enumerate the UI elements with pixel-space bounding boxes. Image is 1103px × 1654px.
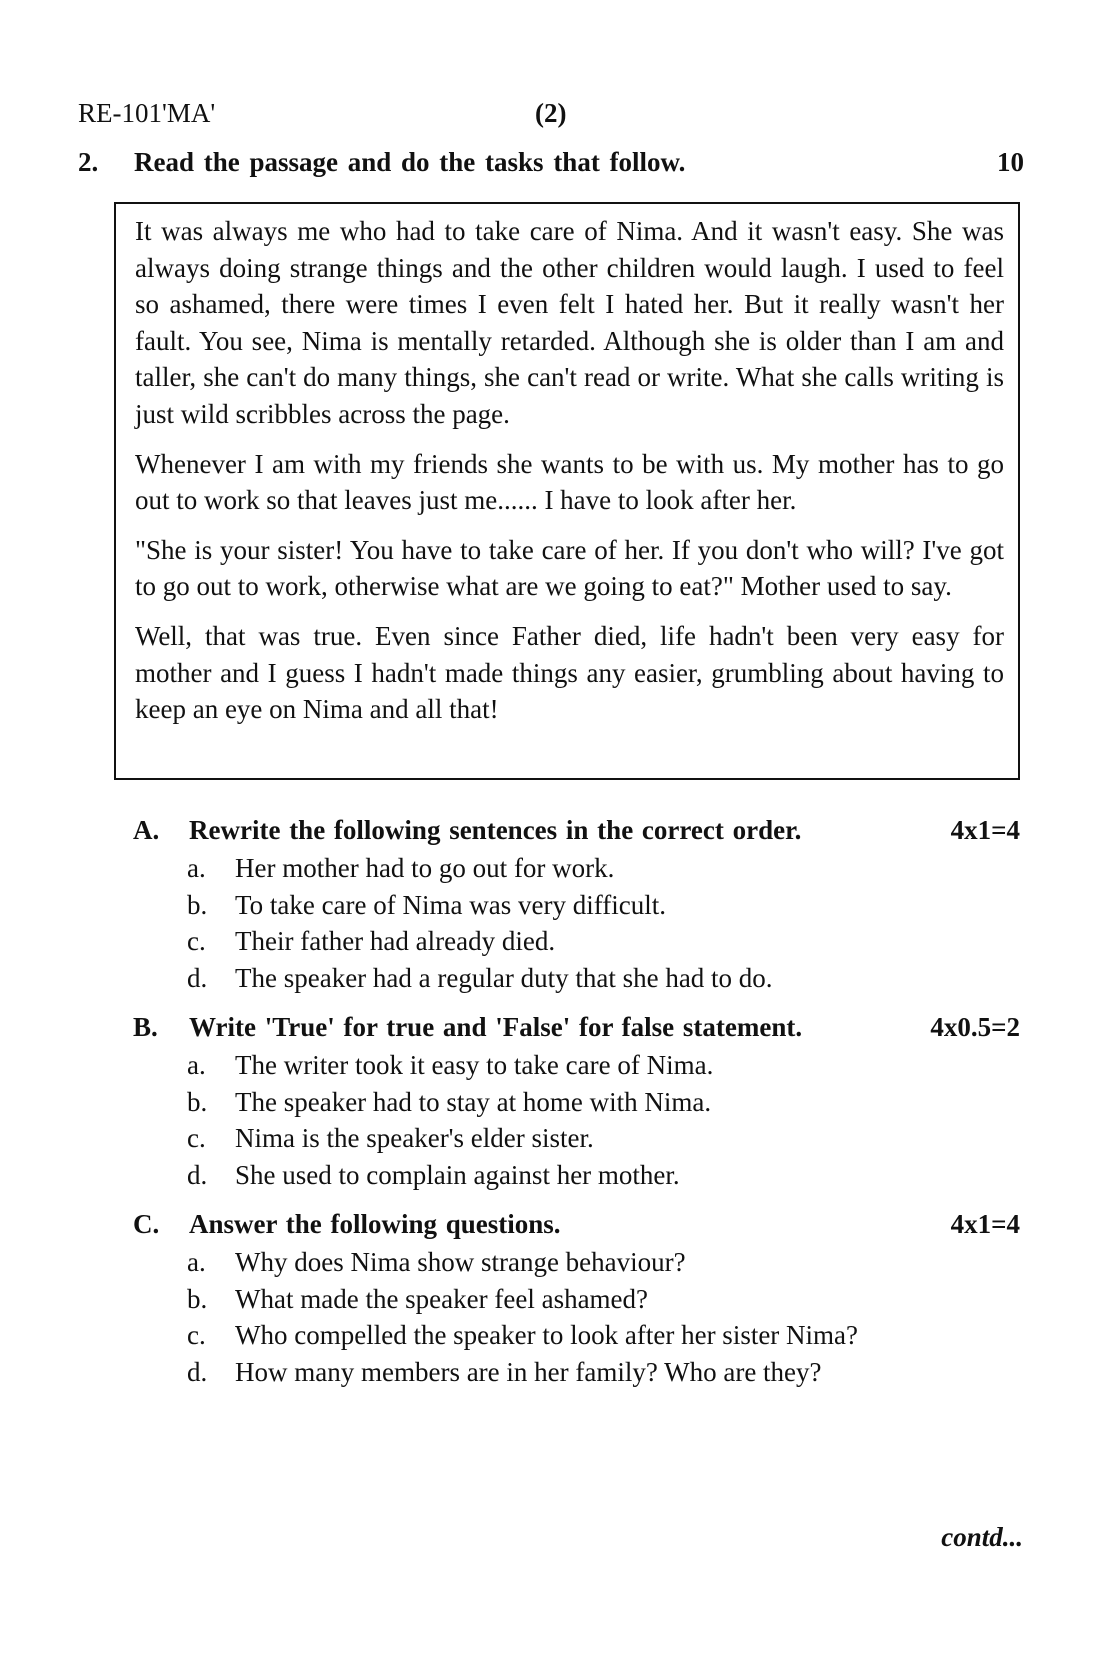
item-letter: d. bbox=[187, 1356, 208, 1387]
list-item bbox=[133, 1244, 1020, 1281]
section-a bbox=[133, 812, 1020, 996]
item-letter: d. bbox=[187, 962, 208, 993]
section-title: Rewrite the following sentences in the correct order. bbox=[189, 815, 802, 845]
item-text: She used to complain against her mother. bbox=[235, 1159, 680, 1190]
question-heading bbox=[78, 147, 1024, 183]
question-number: 2. bbox=[78, 147, 99, 177]
paper-code: RE-101'MA' bbox=[78, 98, 216, 128]
list-item bbox=[133, 1120, 1020, 1157]
passage-paragraph: Well, that was true. Even since Father died, life hadn't been very easy for mother and I guess I hadn't made things any easier, grumbling about having to keep an eye on Nima and all that! bbox=[135, 620, 1004, 725]
list-item bbox=[133, 850, 1020, 887]
section-heading bbox=[133, 1009, 1020, 1047]
list-item bbox=[133, 1157, 1020, 1194]
continued-label: contd... bbox=[941, 1522, 1023, 1552]
section-heading bbox=[133, 1206, 1020, 1244]
item-text: How many members are in her family? Who are they? bbox=[235, 1356, 822, 1387]
passage-paragraph: Whenever I am with my friends she wants to be with us. My mother has to go out to work so that leaves just me...... I have to look after her. bbox=[135, 448, 1004, 516]
item-letter: a. bbox=[187, 1050, 206, 1080]
item-text: Why does Nima show strange behaviour? bbox=[235, 1247, 686, 1277]
section-title: Write 'True' for true and 'False' for false statement. bbox=[189, 1012, 803, 1042]
question-marks: 10 bbox=[997, 147, 1024, 177]
item-text: What made the speaker feel ashamed? bbox=[235, 1283, 649, 1314]
section-c bbox=[133, 1206, 1020, 1390]
item-letter: a. bbox=[187, 853, 206, 883]
item-text: Their father had already died. bbox=[235, 926, 556, 957]
item-letter: b. bbox=[187, 889, 208, 920]
item-letter: c. bbox=[187, 926, 206, 957]
item-text: The writer took it easy to take care of Nima. bbox=[235, 1050, 714, 1080]
passage-paragraph: "She is your sister! You have to take care of her. If you don't who will? I've got to go out to work, otherwise what are we going to eat?" Mother used to say. bbox=[135, 534, 1004, 602]
item-letter: c. bbox=[187, 1123, 206, 1154]
section-marks: 4x1=4 bbox=[950, 815, 1020, 845]
section-letter: A. bbox=[133, 815, 160, 845]
section-b bbox=[133, 1009, 1020, 1193]
item-list bbox=[133, 1047, 1020, 1193]
item-letter: b. bbox=[187, 1283, 208, 1314]
section-letter: C. bbox=[133, 1209, 160, 1239]
item-letter: b. bbox=[187, 1086, 208, 1117]
item-text: Who compelled the speaker to look after her sister Nima? bbox=[235, 1320, 859, 1351]
item-letter: c. bbox=[187, 1320, 206, 1351]
list-item bbox=[133, 887, 1020, 924]
item-list bbox=[133, 1244, 1020, 1390]
section-title: Answer the following questions. bbox=[189, 1209, 561, 1239]
item-letter: a. bbox=[187, 1247, 206, 1277]
item-letter: d. bbox=[187, 1159, 208, 1190]
item-text: To take care of Nima was very difficult. bbox=[235, 889, 666, 920]
passage-box bbox=[114, 202, 1020, 780]
section-marks: 4x1=4 bbox=[950, 1209, 1020, 1239]
item-text: Nima is the speaker's elder sister. bbox=[235, 1123, 594, 1154]
list-item bbox=[133, 1084, 1020, 1121]
list-item bbox=[133, 1317, 1020, 1354]
list-item bbox=[133, 923, 1020, 960]
list-item bbox=[133, 1354, 1020, 1391]
list-item bbox=[133, 1281, 1020, 1318]
item-text: The speaker had to stay at home with Nima. bbox=[235, 1086, 712, 1117]
list-item bbox=[133, 1047, 1020, 1084]
section-letter: B. bbox=[133, 1012, 158, 1042]
item-text: Her mother had to go out for work. bbox=[235, 853, 615, 883]
section-marks: 4x0.5=2 bbox=[930, 1012, 1020, 1042]
page-number: (2) bbox=[535, 98, 567, 128]
section-heading bbox=[133, 812, 1020, 850]
passage-paragraph: It was always me who had to take care of Nima. And it wasn't easy. She was always doing strange things and the other children would laugh. I used to feel so ashamed, there were times I even felt I hated her. But it really wasn't her fault. You see, Nima is mentally retarded. Although she is older than I am and taller, she can't do many things, she can't read or write. What she calls writing is just wild scribbles across the page. bbox=[135, 216, 1004, 429]
list-item bbox=[133, 960, 1020, 997]
item-list bbox=[133, 850, 1020, 996]
question-instruction: Read the passage and do the tasks that follow. bbox=[134, 147, 686, 177]
item-text: The speaker had a regular duty that she had to do. bbox=[235, 962, 773, 993]
